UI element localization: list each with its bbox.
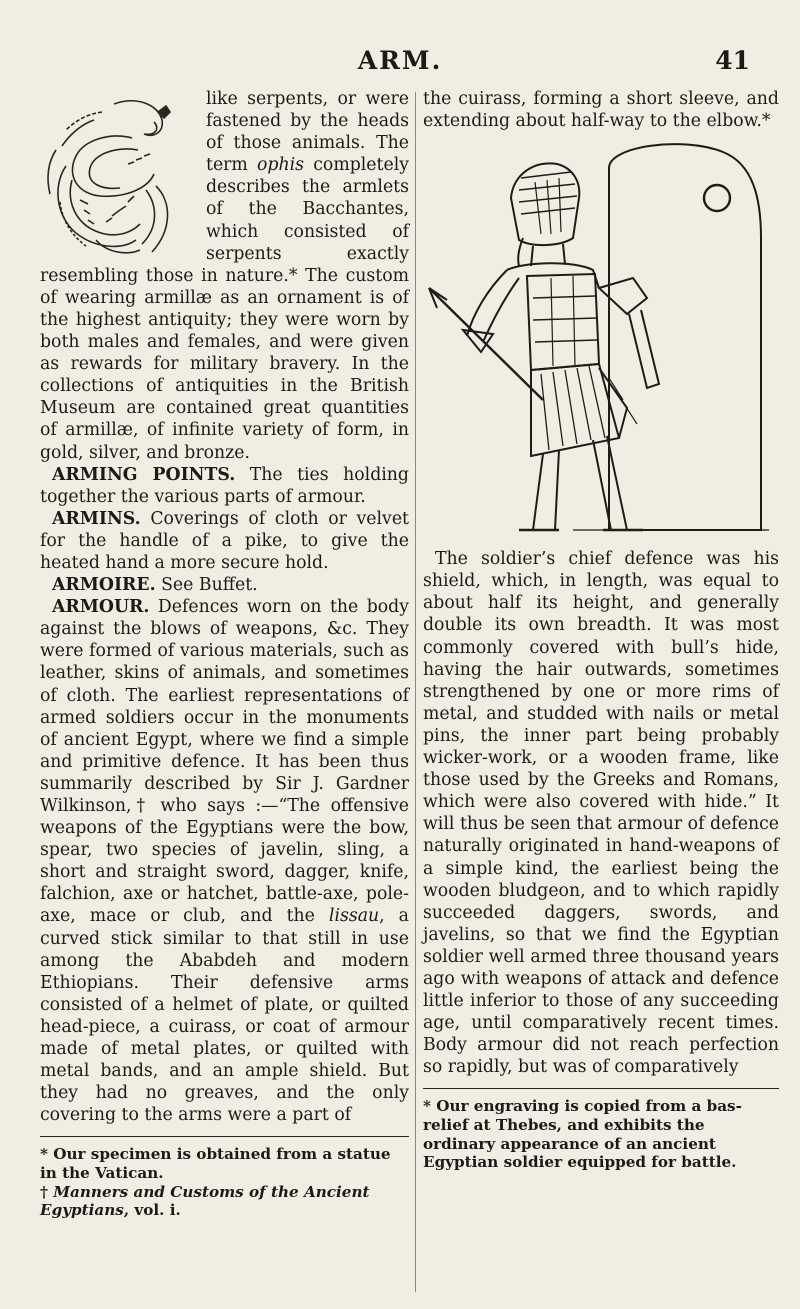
entry-text: The ties holding together the various parts of armour. <box>40 464 409 507</box>
paragraph-armillae-text-b: completely describes the armlets of the Bacchantes, which consisted of serpents exactly resembling those in nature.* The custom of wearing armillæ as an ornament is of the highest antiquity; they were worn by both males and females, and were given as rewards for military bravery. In the collections of antiquities in the British Museum are contained great quantities of armillæ, of infinite variety of form, in gold, silver, and bronze. <box>40 155 409 463</box>
entry-text-b: , a curved stick similar to that still in use among the Ababdeh and modern Ethiopians. Their defensive arms consisted of a helmet of plate, or quilted head-piece, a cuirass, or coat of armour made of metal plates, or quilted with metal bands, and an ample shield. But they had no greaves, and the only covering to the arms were a part of <box>40 906 409 1126</box>
paragraph-cuirass: the cuirass, forming a short sleeve, and extending about half-way to the elbow.* <box>423 89 779 132</box>
right-column <box>423 88 779 1268</box>
entry-term: ARMING POINTS. <box>52 464 236 485</box>
footnote-rule <box>40 1136 409 1137</box>
footnote-tail: , vol. i. <box>123 1201 181 1220</box>
footnote-thebes: * Our engraving is copied from a bas-relief at Thebes, and exhibits the ordinary appearance of an ancient Egyptian soldier equipped for battle. <box>423 1097 742 1172</box>
entry-text: Coverings of cloth or velvet for the handle of a pike, to give the heated hand a more secure hold. <box>40 508 409 573</box>
entry-text: See Buffet. <box>155 575 258 596</box>
left-column <box>40 88 409 1268</box>
entry-term: ARMOUR. <box>52 597 150 618</box>
column-divider <box>415 92 416 1292</box>
serpent-armlet-illustration <box>36 90 198 260</box>
footnote-wilkinson <box>40 1183 409 1220</box>
entry-armoire <box>40 574 409 596</box>
footnote-vatican: * Our specimen is obtained from a statue in the Vatican. <box>40 1145 391 1182</box>
egyptian-soldier-illustration <box>423 138 779 540</box>
entry-term: ARMINS. <box>52 508 141 529</box>
paragraph-armillae <box>40 88 409 464</box>
term-lissau: lissau <box>328 906 380 927</box>
term-ophis: ophis <box>257 155 305 176</box>
footnotes <box>423 1097 779 1171</box>
paragraph-shield: The soldier’s chief defence was his shield, which, in length, was equal to about half its height, and generally double its own breadth. It was most commonly covered with bull’s hide, having the hair outwards, sometimes strengthened by one or more rims of metal, and studded with nails or metal pins, the inner part being probably wicker-work, or a wooden frame, like those used by the Greeks and Romans, which were also covered with hide.” It will thus be seen that armour of defence naturally originated in hand-weapons of a simple kind, the earliest being the wooden bludgeon, and to which rapidly succeeded daggers, swords, and javelins, so that we find the Egyptian soldier well armed three thousand years ago with weapons of attack and defence little inferior to those of any succeeding age, until comparatively recent times. Body armour did not reach perfection so rapidly, but was of comparatively <box>423 549 779 1078</box>
entry-armins <box>40 508 409 574</box>
footnote-book-title: Manners and Customs of the Ancient Egyptians <box>40 1182 370 1220</box>
running-title: ARM. <box>357 46 443 75</box>
footnote-rule <box>423 1088 779 1089</box>
entry-arming-points <box>40 464 409 508</box>
entry-text-a: Defences worn on the body against the blows of weapons, &c. They were formed of various materials, such as leather, skins of animals, and sometimes of cloth. The earliest representations of armed soldiers occur in the monuments of ancient Egypt, where we find a simple and primitive defence. It has been thus summarily described by Sir J. Gardner Wilkinson,† who says :—“The offensive weapons of the Egyptians were the bow, spear, two species of javelin, sling, a short and straight sword, dagger, knife, falchion, axe or hatchet, battle-axe, pole-axe, mace or club, and the <box>40 597 409 927</box>
entry-term: ARMOIRE. <box>52 575 156 596</box>
page-number: 41 <box>715 46 750 75</box>
paragraph-armillae-text-a: like serpents, or were fastened by the heads of those animals. The term <box>206 89 409 176</box>
footnotes <box>40 1145 409 1219</box>
footnote-mark: † <box>40 1182 54 1201</box>
entry-armour <box>40 596 409 1126</box>
page-header <box>0 46 800 86</box>
